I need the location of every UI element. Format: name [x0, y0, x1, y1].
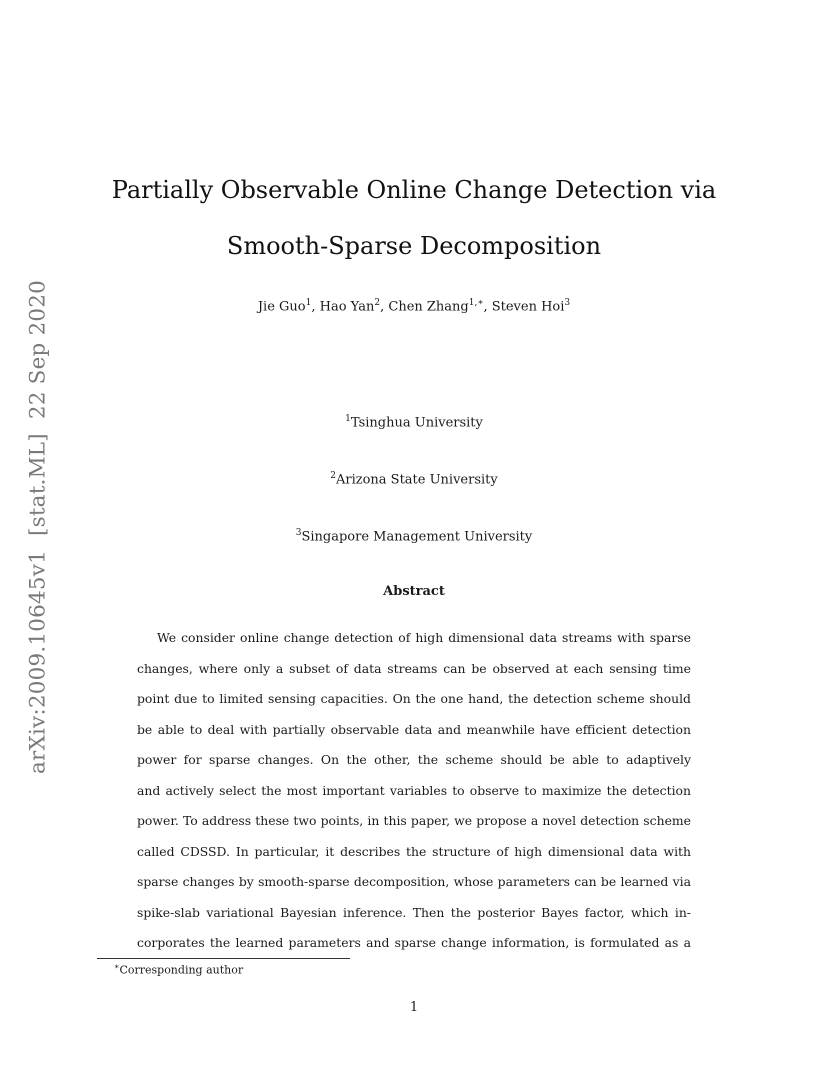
affiliation-name: Tsinghua University: [350, 415, 483, 431]
author-affiliation-mark: 3: [564, 298, 571, 308]
arxiv-date: 22 Sep 2020: [25, 279, 51, 420]
abstract-line: point due to limited sensing capacities. On the one hand, the detection scheme should: [137, 691, 691, 706]
author-affiliation-mark: 2: [374, 298, 381, 308]
affiliation-mark: 1: [345, 414, 351, 424]
affiliation-mark: 3: [295, 528, 302, 538]
footnote: [114, 962, 243, 977]
footnote-divider: [97, 958, 350, 959]
paper-title-line-1: Partially Observable Online Change Detection via: [111, 176, 717, 204]
abstract-line: power. To address these two points, in this paper, we propose a novel detection scheme: [137, 813, 691, 828]
abstract-line: sparse changes by smooth-sparse decomposition, whose parameters can be learned via: [137, 874, 691, 889]
paper-title-line-2: Smooth-Sparse Decomposition: [226, 232, 602, 260]
abstract-line: be able to deal with partially observable data and meanwhile have efficient detection: [137, 721, 691, 737]
abstract-line: corporates the learned parameters and sparse change information, is formulated as a: [137, 935, 691, 950]
author-name: Chen Zhang: [388, 299, 469, 315]
page-number: 1: [409, 1000, 419, 1015]
author-name: Jie Guo: [257, 299, 306, 315]
author-list: [0, 298, 828, 314]
affiliation: [0, 471, 828, 487]
abstract-line: changes, where only a subset of data streams can be observed at each sensing time: [137, 660, 691, 676]
author-separator: ,: [380, 299, 389, 315]
affiliation: [0, 528, 828, 544]
abstract-line: and actively select the most important variables to observe to maximize the detection: [137, 782, 691, 798]
affiliation-name: Singapore Management University: [301, 529, 533, 545]
author-affiliation-mark: 1: [305, 298, 312, 308]
footnote-text: Corresponding author: [119, 963, 244, 977]
arxiv-id: arXiv:2009.10645v1: [25, 549, 51, 775]
arxiv-category: [stat.ML]: [25, 433, 51, 536]
abstract-body: [137, 628, 691, 964]
abstract-line: spike-slab variational Bayesian inference. Then the posterior Bayes factor, which in-: [137, 904, 691, 920]
author-name: Steven Hoi: [491, 299, 565, 315]
author-separator: ,: [483, 299, 492, 315]
abstract-line: We consider online change detection of high dimensional data streams with sparse: [157, 630, 691, 645]
author-separator: ,: [311, 299, 320, 315]
arxiv-identifier-stamp: [26, 266, 51, 774]
footnote-mark: ∗: [114, 962, 120, 971]
affiliation-name: Arizona State University: [335, 472, 498, 488]
affiliation: [0, 414, 828, 430]
abstract-line: power for sparse changes. On the other, the scheme should be able to adaptively: [137, 752, 691, 767]
author-name: Hao Yan: [319, 299, 375, 315]
affiliation-mark: 2: [330, 471, 336, 481]
abstract-heading: Abstract: [383, 584, 445, 599]
abstract-line: called CDSSD. In particular, it describes the structure of high dimensional data with: [137, 843, 691, 859]
author-affiliation-mark: 1,∗: [468, 298, 484, 308]
